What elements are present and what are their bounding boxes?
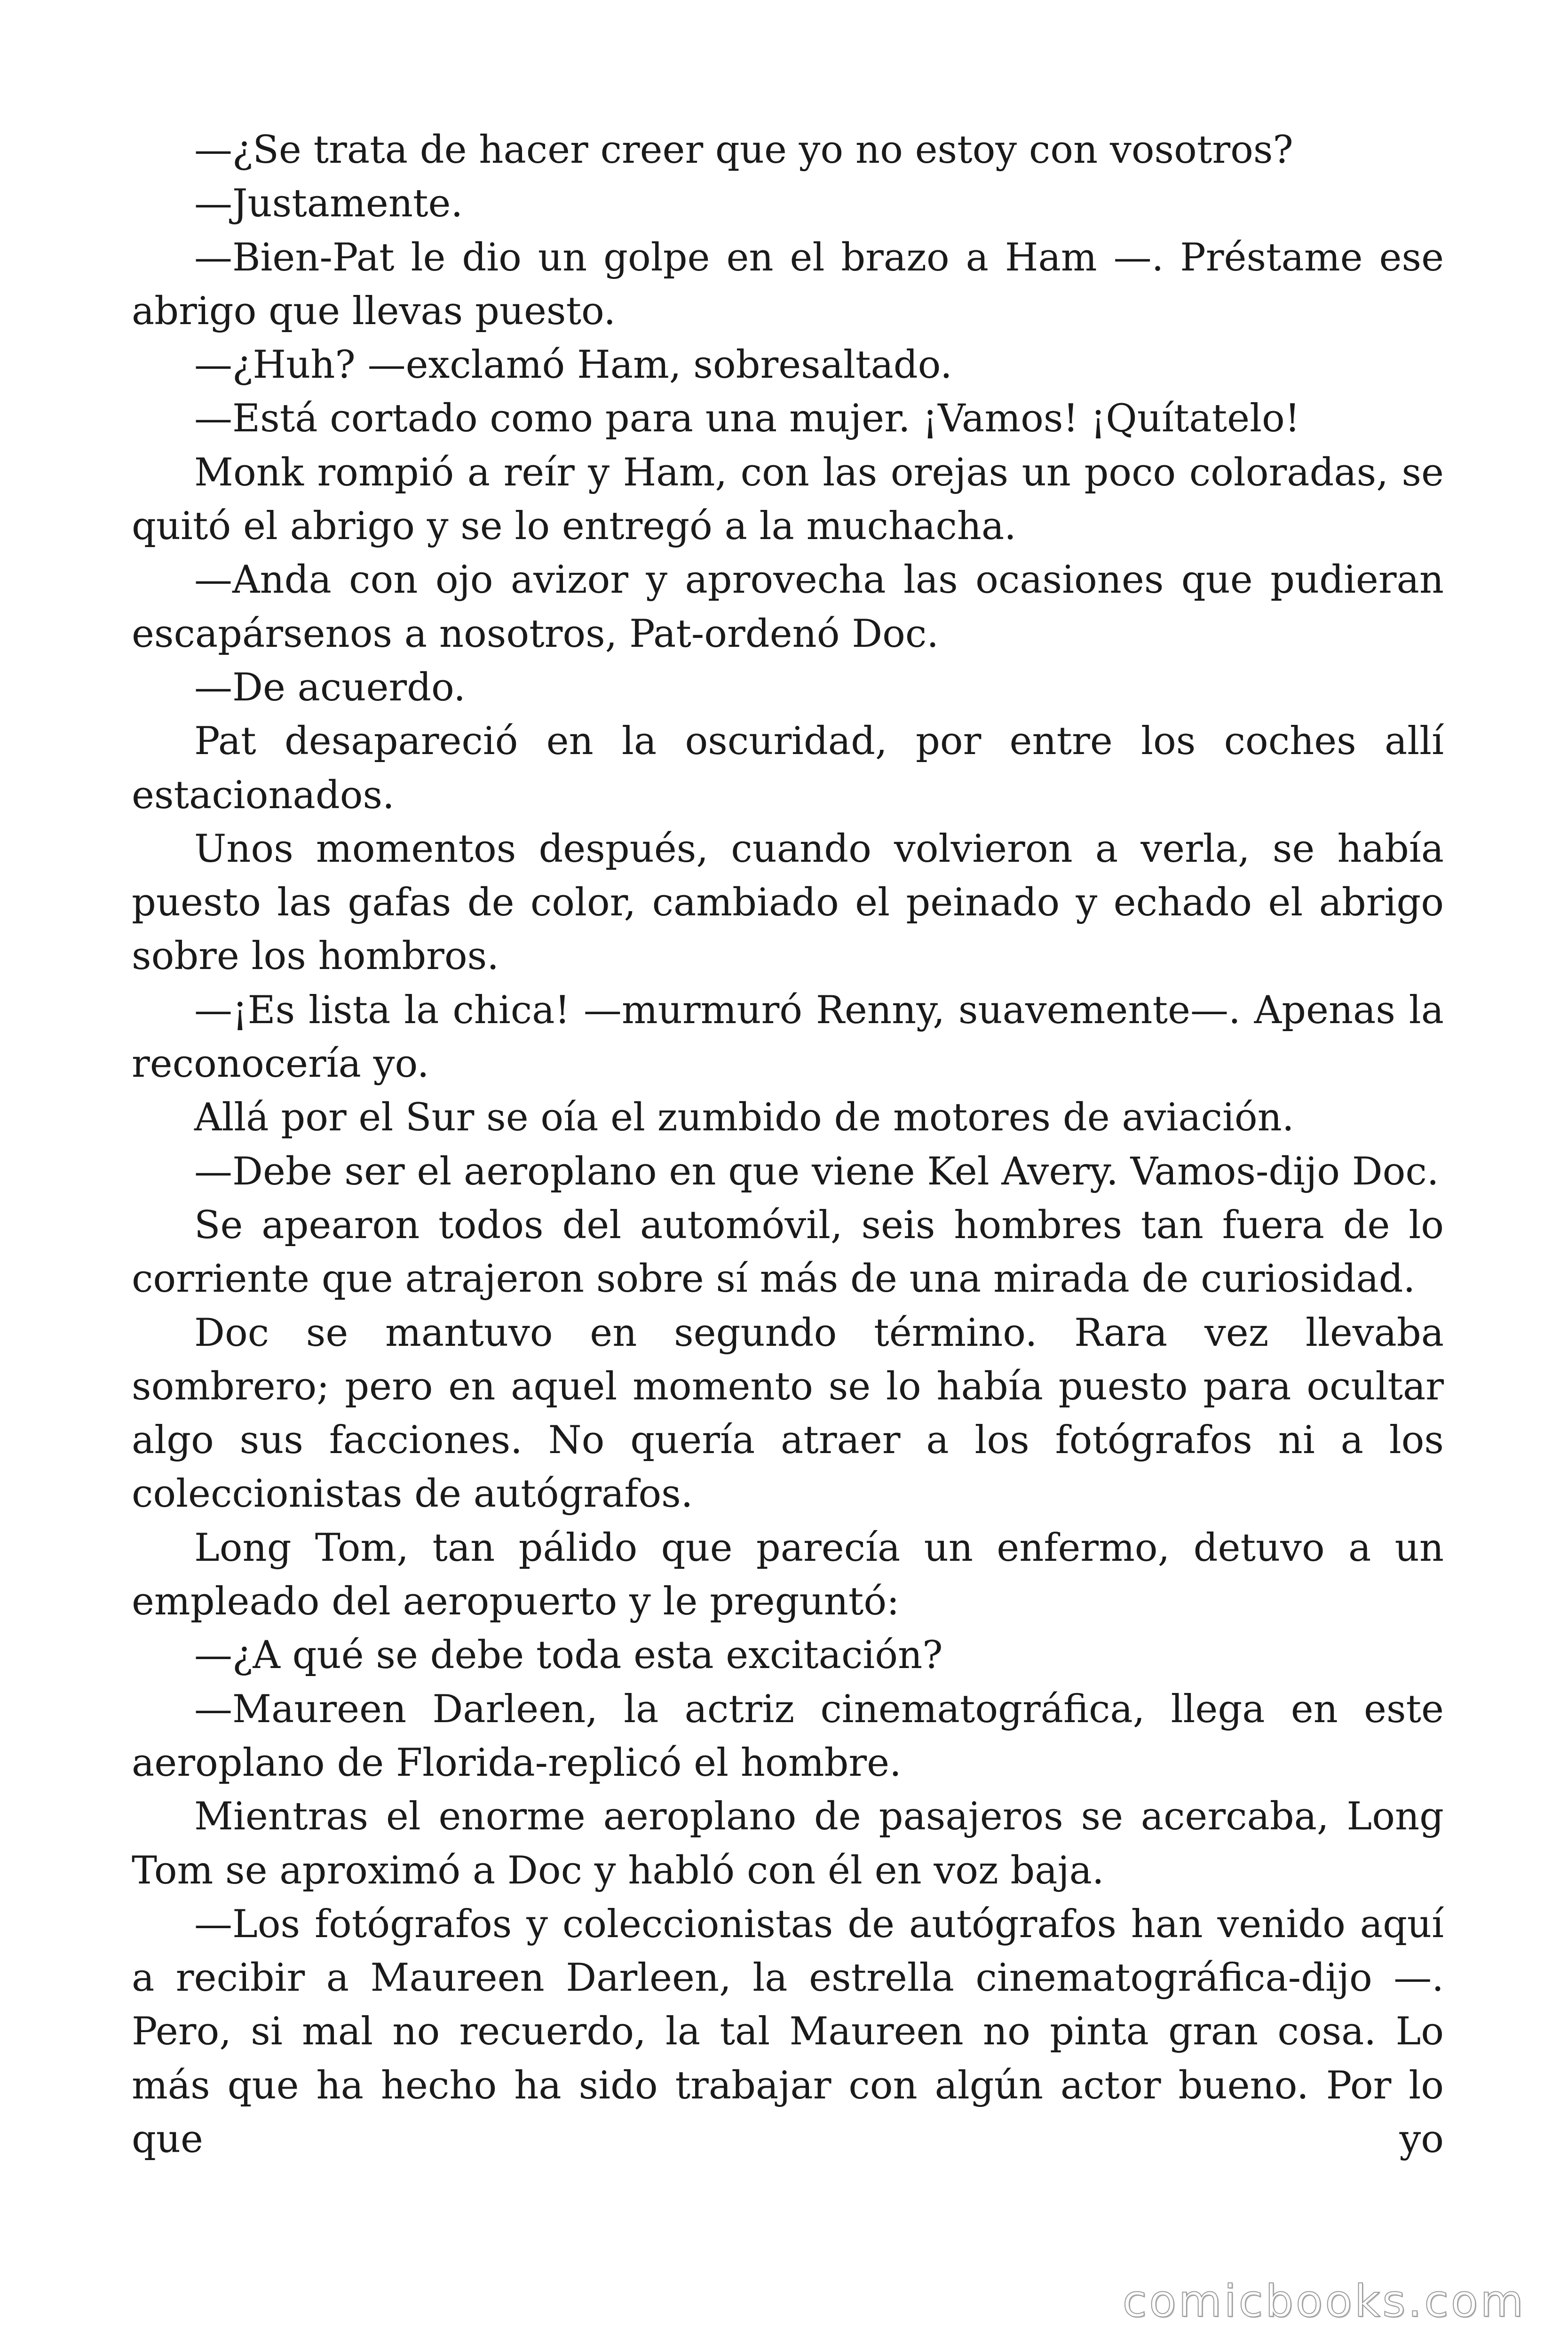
paragraph: Monk rompió a reír y Ham, con las orejas un poco coloradas, se quitó el abrigo y se lo entregó a la muchacha. bbox=[132, 450, 1444, 549]
paragraph: —De acuerdo. bbox=[194, 665, 466, 710]
paragraph: —Justamente. bbox=[194, 182, 463, 226]
paragraph: Pat desapareció en la oscuridad, por entre los coches allí estacionados. bbox=[132, 719, 1444, 818]
paragraph: Allá por el Sur se oía el zumbido de motores de aviación. bbox=[194, 1096, 1294, 1140]
paragraph: —¿Huh? —exclamó Ham, sobresaltado. bbox=[194, 343, 952, 388]
body-text bbox=[132, 123, 1444, 2166]
paragraph: —Bien-Pat le dio un golpe en el brazo a Ham —. Préstame ese abrigo que llevas puesto. bbox=[132, 235, 1444, 334]
paragraph: —Debe ser el aeroplano en que viene Kel Avery. Vamos-dijo Doc. bbox=[194, 1149, 1439, 1194]
paragraph: —¿Se trata de hacer creer que yo no estoy con vosotros? bbox=[194, 128, 1293, 172]
paragraph: Unos momentos después, cuando volvieron a verla, se había puesto las gafas de color, cambiado el peinado y echado el abrigo sobre los hombros. bbox=[132, 826, 1444, 979]
paragraph: Doc se mantuvo en segundo término. Rara vez llevaba sombrero; pero en aquel momento se lo había puesto para ocultar algo sus facciones. No quería atraer a los fotógrafos ni a los coleccionistas de autógrafos. bbox=[132, 1311, 1444, 1517]
paragraph: —Está cortado como para una mujer. ¡Vamos! ¡Quítatelo! bbox=[194, 397, 1300, 441]
paragraph: —¡Es lista la chica! —murmuró Renny, suavemente—. Apenas la reconocería yo. bbox=[132, 988, 1444, 1087]
paragraph: Se apearon todos del automóvil, seis hombres tan fuera de lo corriente que atrajeron sobre sí más de una mirada de curiosidad. bbox=[132, 1203, 1444, 1302]
paragraph: —Maureen Darleen, la actriz cinematográfica, llega en este aeroplano de Florida-replicó el hombre. bbox=[132, 1687, 1444, 1785]
paragraph: Mientras el enorme aeroplano de pasajeros se acercaba, Long Tom se aproximó a Doc y habló con él en voz baja. bbox=[132, 1795, 1444, 1893]
paragraph: —Los fotógrafos y coleccionistas de autógrafos han venido aquí a recibir a Maureen Darleen, la estrella cinematográfica-dijo —. Pero, si mal no recuerdo, la tal Maureen no pinta gran cosa. Lo más que ha hecho ha sido trabajar con algún actor bueno. Por lo que yo bbox=[132, 1902, 1444, 2161]
watermark: comicbooks.com bbox=[1122, 2276, 1526, 2327]
paragraph: Long Tom, tan pálido que parecía un enfermo, detuvo a un empleado del aeropuerto y le preguntó: bbox=[132, 1526, 1444, 1624]
paragraph: —¿A qué se debe toda esta excitación? bbox=[194, 1633, 943, 1678]
paragraph: —Anda con ojo avizor y aprovecha las ocasiones que pudieran escapársenos a nosotros, Pat-ordenó Doc. bbox=[132, 558, 1444, 656]
